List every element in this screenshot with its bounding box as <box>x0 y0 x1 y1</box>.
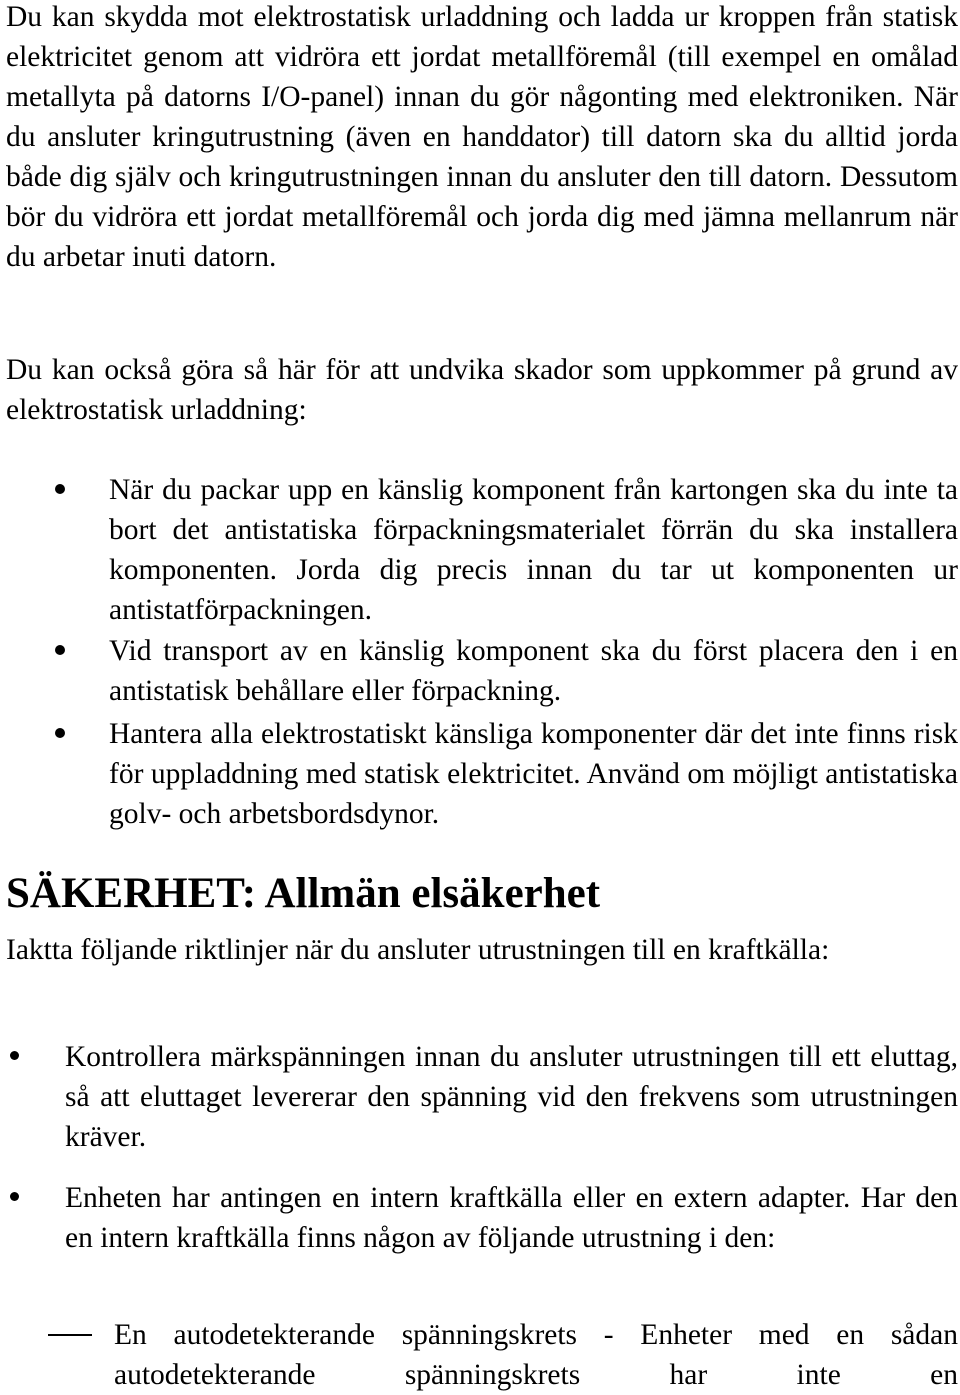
intro-paragraph: Du kan skydda mot elektrostatisk urladdning och ladda ur kroppen från statisk elektricitet genom att vidröra ett jordat metallföremål (till exempel en omålad metallyta på datorns I/O-panel) innan du gör någonting med elektroniken. När du ansluter kringutrustning (även en handdator) till datorn ska du alltid jorda både dig själv och kringutrustningen innan du ansluter den till datorn. Dessutom bör du vidröra ett jordat metallföremål och jorda dig med jämna mellanrum när du arbetar inuti datorn. <box>6 1 958 273</box>
safety-lead-paragraph: Iaktta följande riktlinjer när du ansluter utrustningen till en kraftkälla: <box>6 934 830 966</box>
esd-lead-paragraph: Du kan också göra så här för att undvika skador som uppkommer på grund av elektrostatisk urladdning: <box>6 354 958 426</box>
bullet-icon <box>10 1051 19 1060</box>
list-item-text: En autodetekterande spänningskrets - Enheter med en sådan autodetekterande spänningskrets har inte en <box>114 1319 958 1391</box>
section-heading: SÄKERHET: Allmän elsäkerhet <box>6 870 601 917</box>
bullet-icon <box>55 645 65 655</box>
list-item-text: Vid transport av en känslig komponent ska du först placera den i en antistatisk behållare eller förpackning. <box>109 635 958 707</box>
bullet-icon <box>10 1192 19 1201</box>
bullet-icon <box>55 484 65 494</box>
list-item-text: Hantera alla elektrostatiskt känsliga komponenter där det inte finns risk för uppladdning med statisk elektricitet. Använd om möjligt antistatiska golv- och arbetsbordsdynor. <box>109 718 958 830</box>
bullet-icon <box>55 728 65 738</box>
list-item-text: Enheten har antingen en intern kraftkälla eller en extern adapter. Har den en intern kraftkälla finns någon av följande utrustning i den: <box>65 1182 958 1254</box>
list-item-text: Kontrollera märkspänningen innan du ansluter utrustningen till ett eluttag, så att eluttaget levererar den spänning vid den frekvens som utrustningen kräver. <box>65 1041 958 1153</box>
dash-icon <box>48 1334 92 1336</box>
list-item-text: När du packar upp en känslig komponent från kartongen ska du inte ta bort det antistatiska förpackningsmaterialet förrän du ska installera komponenten. Jorda dig precis innan du tar ut komponenten ur antistatförpackningen. <box>109 474 958 626</box>
